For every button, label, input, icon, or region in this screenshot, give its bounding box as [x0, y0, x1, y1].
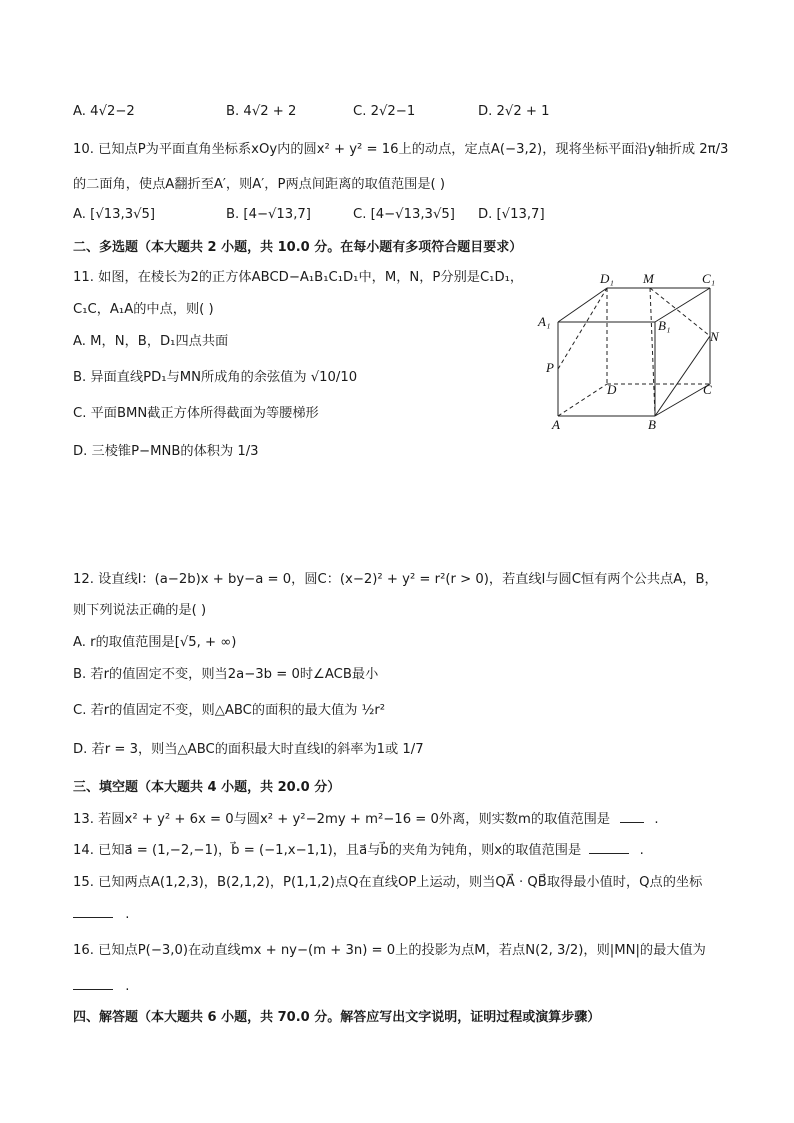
q16-period: .: [125, 979, 130, 994]
q12-option-d: D. 若r = 3，则当△ABC的面积最大时直线l的斜率为1或 1/7: [73, 742, 424, 757]
q13-text: 13. 若圆x² + y² + 6x = 0与圆x² + y²−2my + m²−16 = 0外离，则实数m的取值范围是: [73, 812, 611, 827]
q9-option-d: D. 2√2 + 1: [478, 104, 550, 119]
q13-period: .: [654, 812, 659, 827]
q14-line: [73, 841, 644, 861]
section-4-heading: 四、解答题（本大题共 6 小题，共 70.0 分。解答应写出文字说明，证明过程或演算步骤）: [73, 1010, 601, 1025]
q15-answer-blank[interactable]: [73, 905, 113, 918]
section-2-heading: 二、多选题（本大题共 2 小题，共 10.0 分。在每小题有多项符合题目要求）: [73, 240, 523, 255]
q9-options: [73, 104, 773, 124]
q10-option-b: B. [4−√13,7]: [226, 207, 311, 222]
q12-option-a: A. r的取值范围是[√5, + ∞): [73, 635, 237, 650]
label-c: C: [703, 382, 712, 397]
label-a1: A₁: [538, 314, 551, 329]
q9-option-b: B. 4√2 + 2: [226, 104, 297, 119]
label-d: D: [607, 382, 617, 397]
label-d1: D₁: [600, 271, 614, 286]
q14-period: .: [639, 843, 644, 858]
q16-line-2: [73, 977, 129, 997]
q13-line: [73, 810, 659, 830]
q10-option-d: D. [√13,7]: [478, 207, 545, 222]
label-b: B: [648, 417, 656, 432]
q15-line-1: 15. 已知两点A(1,2,3)，B(2,1,2)，P(1,1,2)点Q在直线OP上运动，则当QA⃗ · QB⃗取得最小值时，Q点的坐标: [73, 875, 703, 890]
label-b1: B₁: [658, 318, 671, 333]
q14-text: 14. 已知a⃗ = (1,−2,−1)，b⃗ = (−1,x−1,1)，且a⃗与b⃗的夹角为钝角，则x的取值范围是: [73, 843, 582, 858]
cube-figure: [530, 268, 730, 433]
q12-line-2: 则下列说法正确的是( ): [73, 603, 207, 618]
q11-option-b: B. 异面直线PD₁与MN所成角的余弦值为 √10/10: [73, 370, 358, 385]
q9-option-c: C. 2√2−1: [353, 104, 416, 119]
q11-line-1: 11. 如图，在棱长为2的正方体ABCD−A₁B₁C₁D₁中，M，N，P分别是C₁D₁，: [73, 270, 524, 285]
q10-options: [73, 207, 773, 227]
q11-option-c: C. 平面BMN截正方体所得截面为等腰梯形: [73, 406, 319, 421]
q12-line-1: 12. 设直线l：(a−2b)x + by−a = 0，圆C：(x−2)² + y² = r²(r > 0)，若直线l与圆C恒有两个公共点A，B，: [73, 572, 718, 587]
q14-answer-blank[interactable]: [589, 841, 629, 854]
q11-option-d: D. 三棱锥P−MNB的体积为 1/3: [73, 444, 259, 459]
section-3-heading: 三、填空题（本大题共 4 小题，共 20.0 分）: [73, 780, 341, 795]
q11-option-a: A. M，N，B，D₁四点共面: [73, 334, 229, 349]
q15-period: .: [125, 907, 130, 922]
q10-line-1: 10. 已知点P为平面直角坐标系xOy内的圆x² + y² = 16上的动点，定点A(−3,2)，现将坐标平面沿y轴折成 2π/3: [73, 142, 729, 157]
label-a: A: [552, 417, 560, 432]
q15-line-2: [73, 905, 129, 925]
q11-line-2: C₁C，A₁A的中点，则( ): [73, 302, 214, 317]
q16-line-1: 16. 已知点P(−3,0)在动直线mx + ny−(m + 3n) = 0上的投影为点M，若点N(2, 3/2)，则|MN|的最大值为: [73, 943, 706, 958]
q16-answer-blank[interactable]: [73, 977, 113, 990]
label-p: P: [546, 360, 554, 375]
q12-option-c: C. 若r的值固定不变，则△ABC的面积的最大值为 ½r²: [73, 703, 386, 718]
label-m: M: [643, 271, 654, 286]
label-n: N: [710, 329, 719, 344]
q10-option-c: C. [4−√13,3√5]: [353, 207, 455, 222]
q12-option-b: B. 若r的值固定不变，则当2a−3b = 0时∠ACB最小: [73, 667, 379, 682]
q13-answer-blank[interactable]: [620, 810, 644, 823]
q10-option-a: A. [√13,3√5]: [73, 207, 156, 222]
label-c1: C₁: [702, 271, 716, 286]
q9-option-a: A. 4√2−2: [73, 104, 135, 119]
q10-line-2: 的二面角，使点A翻折至A′，则A′，P两点间距离的取值范围是( ): [73, 177, 445, 192]
